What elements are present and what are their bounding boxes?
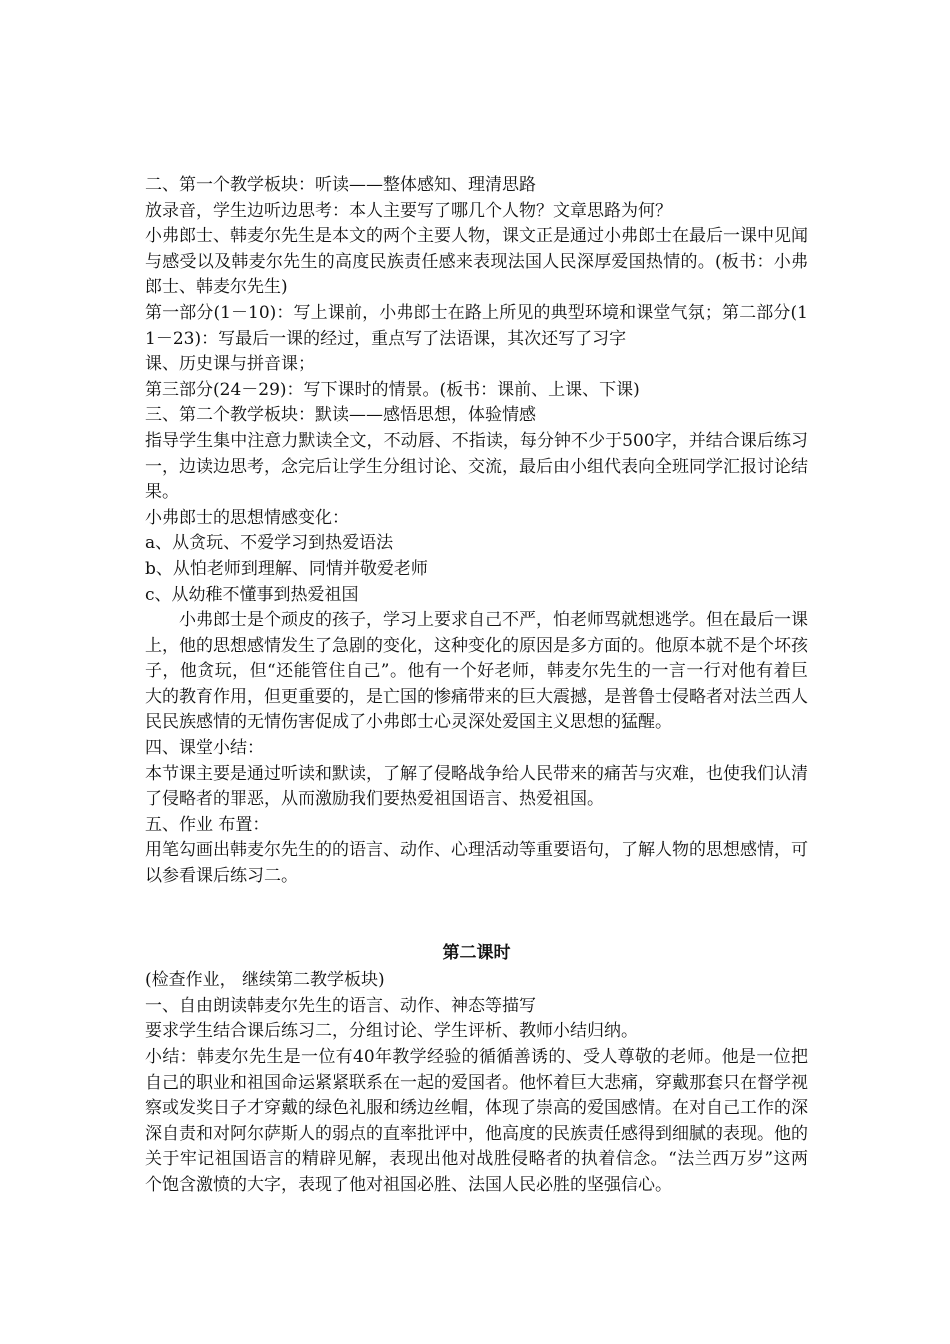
list-item: c、从幼稚不懂事到热爱祖国 — [145, 584, 359, 605]
list-item: b、从怕老师到理解、同情并敬爱老师 — [145, 558, 428, 579]
paragraph-summary: 本节课主要是通过听读和默读，了解了侵略战争给人民带来的痛苦与灾难，也使我们认清了侵略者的罪恶，从而激励我们要热爱祖国语言、热爱祖国。 — [145, 763, 808, 810]
section-heading-summary: 四、课堂小结： — [145, 738, 264, 759]
section-heading-silent-reading: 三、第二个教学板块：默读——感悟思想，体验情感 — [145, 405, 536, 426]
paragraph-silent-reading-guide: 指导学生集中注意力默读全文，不动唇、不指读，每分钟不少于500字，并结合课后练习一，边读边思考，念完后让学生分组讨论、交流，最后由小组代表向全班同学汇报讨论结果。 — [145, 430, 808, 503]
paragraph-franz-analysis: 小弗郎士是个顽皮的孩子，学习上要求自己不严，怕老师骂就想逃学。但在最后一课上，他的思想感情发生了急剧的变化，这种变化的原因是多方面的。他原本就不是个坏孩子，他贪玩，但“还能管住自己”。他有一个好老师，韩麦尔先生的一言一行对他有着巨大的教育作用，但更重要的，是亡国的惨痛带来的巨大震撼，是普鲁士侵略者对法兰西人民民族感情的无情伤害促成了小弗郎士心灵深处爱国主义思想的猛醒。 — [145, 610, 808, 733]
document-page — [145, 173, 808, 1199]
paragraph-check-homework: (检查作业， 继续第二教学板块) — [145, 970, 385, 991]
paragraph-homework: 用笔勾画出韩麦尔先生的的语言、动作、心理活动等重要语句，了解人物的思想感情，可以参看课后练习二。 — [145, 840, 808, 887]
section-spacer — [145, 890, 808, 941]
paragraph-free-reading: 一、自由朗读韩麦尔先生的语言、动作、神态等描写 — [145, 995, 536, 1016]
section-heading-listening: 二、第一个教学板块：听读——整体感知、理清思路 — [145, 175, 536, 195]
paragraph-emotion-change-label: 小弗郎士的思想情感变化： — [145, 507, 349, 528]
paragraph-part-two-cont: 课、历史课与拼音课； — [145, 354, 315, 375]
paragraph-group-discussion: 要求学生结合课后练习二，分组讨论、学生评析、教师小结归纳。 — [145, 1021, 638, 1042]
paragraph-play-recording: 放录音，学生边听边思考：本人主要写了哪几个人物？文章思路为何？ — [145, 200, 672, 221]
paragraph-part-three: 第三部分(24－29)：写下课时的情景。(板书：课前、上课、下课) — [145, 379, 640, 400]
paragraph-part-one-two: 第一部分(1－10)：写上课前，小弗郎士在路上所见的典型环境和课堂气氛；第二部分(11－23)：写最后一课的经过，重点写了法语课，其次还写了习字 — [145, 302, 808, 349]
list-item: a、从贪玩、不爱学习到热爱语法 — [145, 533, 394, 554]
section-heading-homework: 五、作业 布置： — [145, 814, 270, 835]
lesson-two-title: 第二课时 — [442, 942, 511, 963]
paragraph-teacher-summary: 小结：韩麦尔先生是一位有40年教学经验的循循善诱的、受人尊敬的老师。他是一位把自己的职业和祖国命运紧紧联系在一起的爱国者。他怀着巨大悲痛，穿戴那套只在督学视察或发奖日子才穿戴的绿色礼服和绣边丝帽，体现了崇高的爱国感情。在对自己工作的深深自责和对阿尔萨斯人的弱点的直率批评中，他高度的民族责任感得到细腻的表现。他的关于牢记祖国语言的精辟见解，表现出他对战胜侵略者的执着信念。“法兰西万岁”这两个饱含激愤的大字，表现了他对祖国必胜、法国人民必胜的坚强信心。 — [145, 1047, 808, 1195]
paragraph-main-characters: 小弗郎士、韩麦尔先生是本文的两个主要人物，课文正是通过小弗郎士在最后一课中见闻与感受以及韩麦尔先生的高度民族责任感来表现法国人民深厚爱国热情的。(板书：小弗郎士、韩麦尔先生) — [145, 226, 808, 298]
